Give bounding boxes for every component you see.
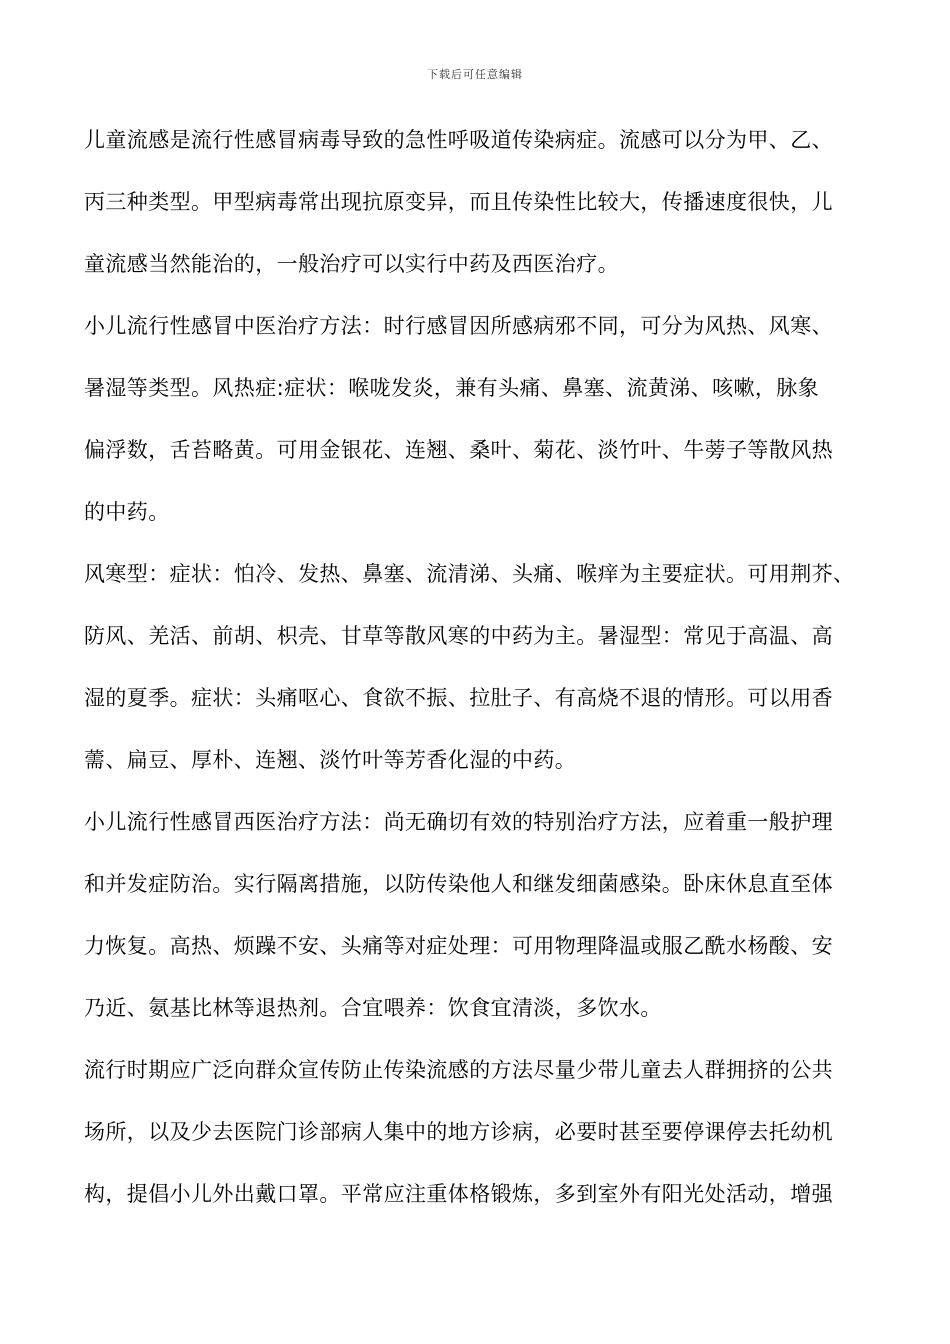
- paragraph-western-treatment: [84, 804, 884, 1052]
- text-line: 湿的夏季。症状：头痛呕心、食欲不振、拉肚子、有高烧不退的情形。可以用香: [84, 686, 833, 710]
- text-line: 小儿流行性感冒西医治疗方法：尚无确切有效的特别治疗方法，应着重一般护理: [84, 810, 833, 834]
- text-line: 童流感当然能治的，一般治疗可以实行中药及西医治疗。: [84, 252, 619, 276]
- text-line: 和并发症防治。实行隔离措施，以防传染他人和继发细菌感染。卧床休息直至体: [84, 872, 833, 896]
- text-line: 儿童流感是流行性感冒病毒导致的急性呼吸道传染病症。流感可以分为甲、乙、: [84, 128, 833, 152]
- paragraph-flu-intro: [84, 122, 884, 308]
- text-line: 乃近、氨基比林等退热剂。合宜喂养：饮食宜清淡，多饮水。: [84, 996, 662, 1020]
- text-line: 暑湿等类型。风热症:症状：喉咙发炎，兼有头痛、鼻塞、流黄涕、咳嗽，脉象: [84, 376, 820, 400]
- text-line: 流行时期应广泛向群众宣传防止传染流感的方法尽量少带儿童去人群拥挤的公共: [84, 1058, 833, 1082]
- text-line: 小儿流行性感冒中医治疗方法：时行感冒因所感病邪不同，可分为风热、风寒、: [84, 314, 833, 338]
- page-header-note: 下载后可任意编辑: [427, 68, 523, 81]
- text-line: 偏浮数，舌苔略黄。可用金银花、连翘、桑叶、菊花、淡竹叶、牛蒡子等散风热: [84, 438, 833, 462]
- text-line: 构，提倡小儿外出戴口罩。平常应注重体格锻炼，多到室外有阳光处活动，增强: [84, 1182, 833, 1206]
- text-line: 丙三种类型。甲型病毒常出现抗原变异，而且传染性比较大，传播速度很快，儿: [84, 190, 833, 214]
- paragraph-prevention: [84, 1052, 884, 1238]
- text-line: 力恢复。高热、烦躁不安、头痛等对症处理：可用物理降温或服乙酰水杨酸、安: [84, 934, 833, 958]
- text-line: 的中药。: [84, 500, 170, 524]
- text-line: 场所，以及少去医院门诊部病人集中的地方诊病，必要时甚至要停课停去托幼机: [84, 1120, 833, 1144]
- text-line: 风寒型：症状：怕冷、发热、鼻塞、流清涕、头痛、喉痒为主要症状。可用荆芥、: [84, 562, 855, 586]
- paragraph-wind-cold-type: [84, 556, 884, 804]
- text-line: 防风、羌活、前胡、枳壳、甘草等散风寒的中药为主。暑湿型：常见于高温、高: [84, 624, 833, 648]
- text-line: 薷、扁豆、厚朴、连翘、淡竹叶等芳香化湿的中药。: [84, 748, 577, 772]
- paragraph-tcm-treatment: [84, 308, 884, 556]
- document-body: [84, 122, 884, 1238]
